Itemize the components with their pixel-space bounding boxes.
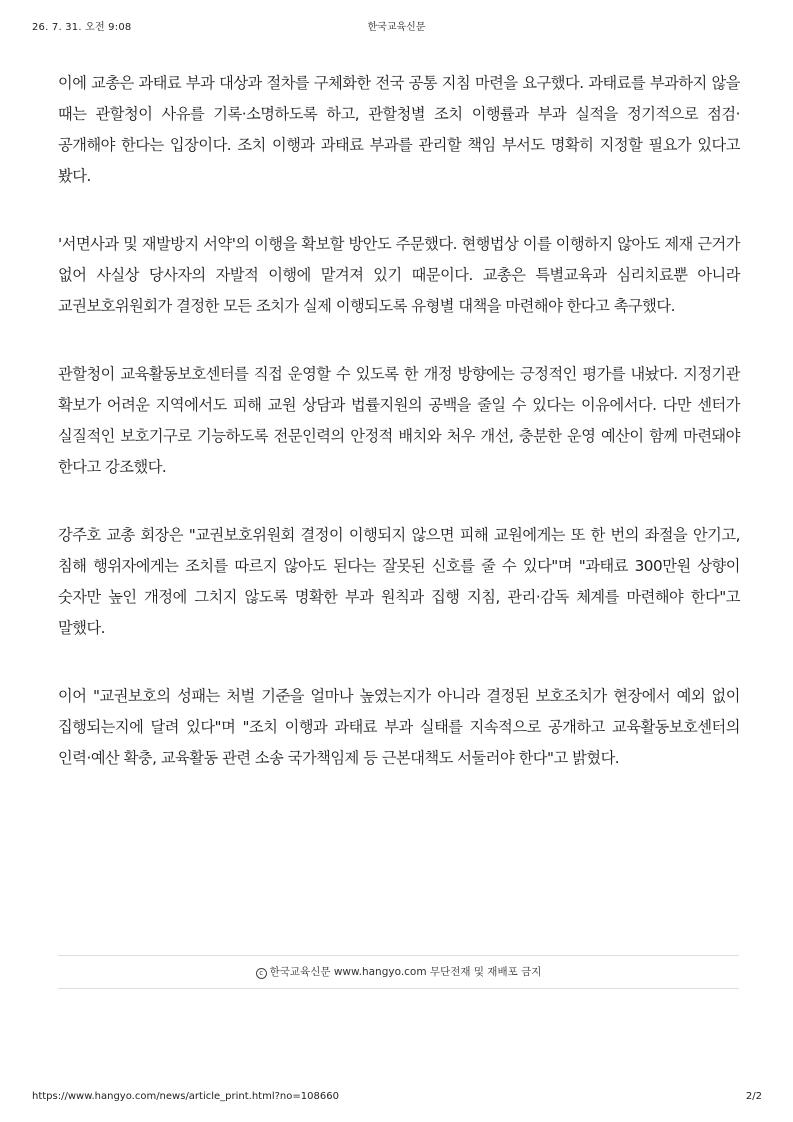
print-header — [0, 21, 793, 35]
site-name: 한국교육신문 — [367, 22, 426, 33]
copyright-icon: c — [256, 968, 267, 979]
article-paragraph: '서면사과 및 재발방지 서약'의 이행을 확보할 방안도 주문했다. 현행법상 이를 이행하지 않아도 제재 근거가 없어 사실상 당사자의 자발적 이행에 맡겨져 있기 때문이다. 교총은 특별교육과 심리치료뿐 아니라 교권보호위원회가 결정한 모든 조치가 실제 이행되도록 유형별 대책을 마련해야 한다고 촉구했다. — [58, 235, 740, 315]
copyright-notice — [58, 955, 739, 989]
page-number: 2/2 — [745, 1091, 762, 1102]
article-body — [58, 68, 740, 811]
print-date: 26. 7. 31. 오전 9:08 — [32, 22, 132, 33]
article-paragraph: 이에 교총은 과태료 부과 대상과 절차를 구체화한 전국 공통 지침 마련을 요구했다. 과태료를 부과하지 않을 때는 관할청이 사유를 기록·소명하도록 하고, 관할청별 조치 이행률과 부과 실적을 정기적으로 점검·공개해야 한다는 입장이다. 조치 이행과 과태료 부과를 관리할 책임 부서도 명확히 지정할 필요가 있다고 봤다. — [58, 74, 740, 185]
article-paragraph: 관할청이 교육활동보호센터를 직접 운영할 수 있도록 한 개정 방향에는 긍정적인 평가를 내놨다. 지정기관 확보가 어려운 지역에서도 피해 교원 상담과 법률지원의 공백을 줄일 수 있다는 이유에서다. 다만 센터가 실질적인 보호기구로 기능하도록 전문인력의 안정적 배치와 처우 개선, 충분한 운영 예산이 함께 마련돼야 한다고 강조했다. — [58, 365, 740, 476]
article-paragraph: 강주호 교총 회장은 "교권보호위원회 결정이 이행되지 않으면 피해 교원에게는 또 한 번의 좌절을 안기고, 침해 행위자에게는 조치를 따르지 않아도 된다는 잘못된 신호를 줄 수 있다"며 "과태료 300만원 상향이 숫자만 높인 개정에 그치지 않도록 명확한 부과 원칙과 집행 지침, 관리·감독 체계를 마련해야 한다"고 말했다. — [58, 526, 740, 637]
print-footer — [0, 1090, 793, 1104]
page-url: https://www.hangyo.com/news/article_print.html?no=108660 — [32, 1091, 339, 1102]
copyright-text: 한국교육신문 www.hangyo.com 무단전재 및 재배포 금지 — [269, 966, 542, 978]
article-paragraph: 이어 "교권보호의 성패는 처벌 기준을 얼마나 높였는지가 아니라 결정된 보호조치가 현장에서 예외 없이 집행되는지에 달려 있다"며 "조치 이행과 과태료 부과 실태를 지속적으로 공개하고 교육활동보호센터의 인력·예산 확충, 교육활동 관련 소송 국가책임제 등 근본대책도 서둘러야 한다"고 밝혔다. — [58, 687, 740, 767]
